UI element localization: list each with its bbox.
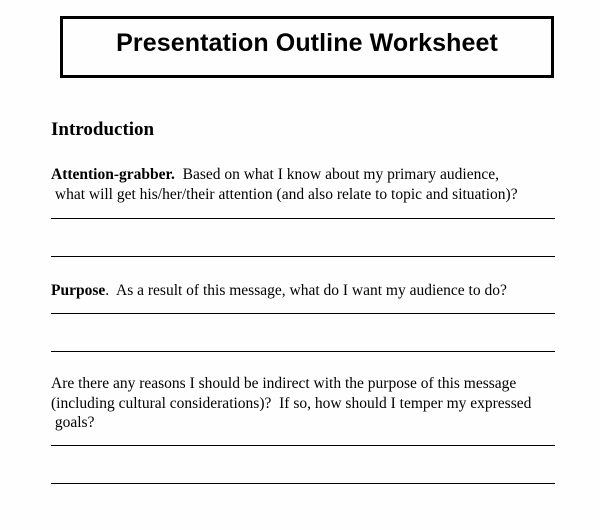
indirect-prompt-line-1: Are there any reasons I should be indirect with the purpose of this message — [51, 375, 517, 392]
purpose-answer-line-2[interactable] — [51, 351, 555, 352]
attention-answer-line-2[interactable] — [51, 256, 555, 257]
attention-prompt-text-1: Based on what I know about my primary audience, — [174, 166, 499, 183]
section-heading-introduction: Introduction — [51, 119, 155, 140]
indirect-prompt-line-2: (including cultural considerations)? If so, how should I temper my expressed — [51, 395, 532, 412]
attention-prompt-line-1 — [51, 165, 499, 185]
indirect-answer-line-2[interactable] — [51, 483, 555, 484]
attention-label: Attention-grabber. — [51, 166, 175, 183]
purpose-prompt — [51, 281, 507, 301]
purpose-prompt-text: . As a result of this message, what do I want my audience to do? — [105, 282, 507, 299]
page-title: Presentation Outline Worksheet — [116, 29, 498, 57]
title-box — [60, 16, 554, 78]
attention-answer-line-1[interactable] — [51, 218, 555, 219]
purpose-label: Purpose — [51, 282, 106, 299]
indirect-answer-line-1[interactable] — [51, 445, 555, 446]
attention-prompt-line-2: what will get his/her/their attention (and also relate to topic and situation)? — [51, 186, 518, 203]
indirect-prompt-line-3: goals? — [51, 414, 95, 431]
purpose-answer-line-1[interactable] — [51, 313, 555, 314]
